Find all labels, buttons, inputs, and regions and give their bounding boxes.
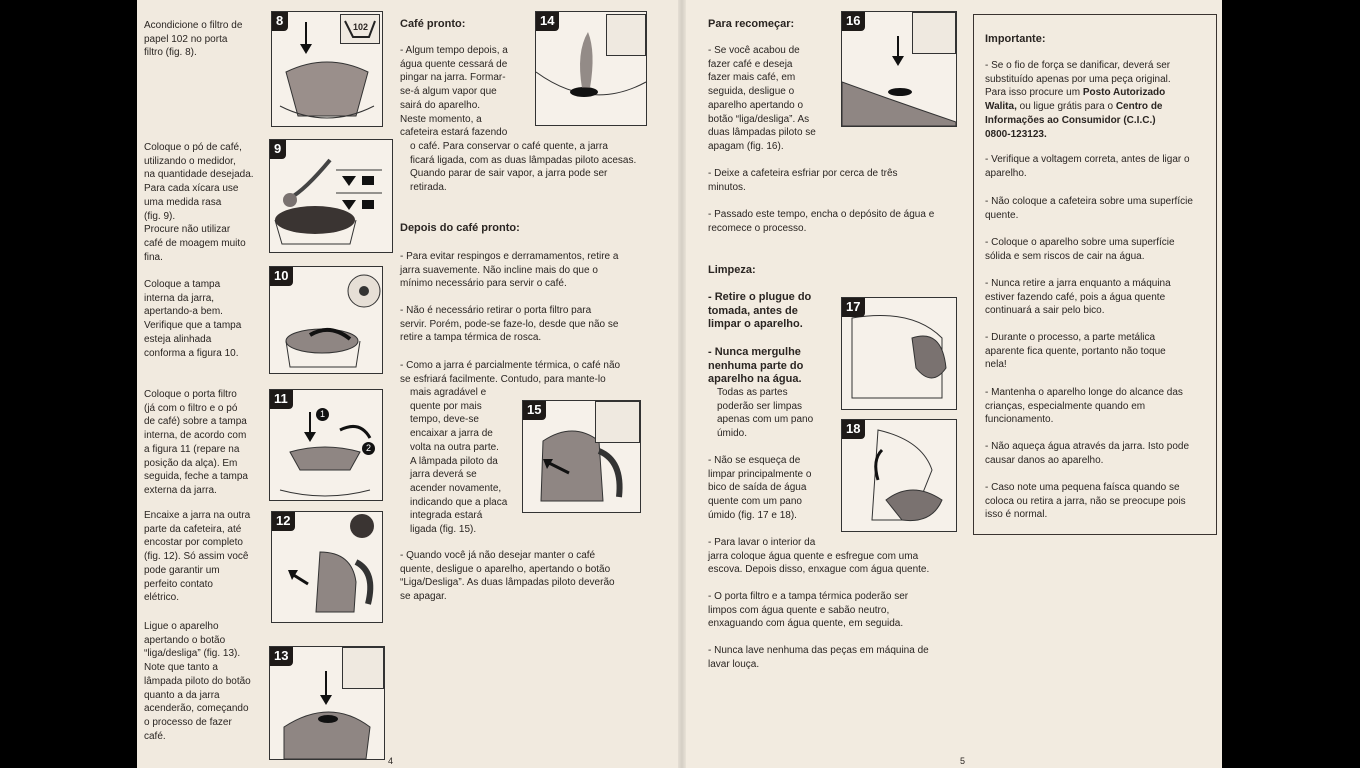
figure-15-number: 15 — [523, 401, 546, 420]
limpeza-p4 — [708, 536, 953, 577]
figure-10-number: 10 — [270, 267, 293, 286]
text-line: acenderão, começando — [144, 703, 249, 715]
text-line: - Como a jarra é parcialmente térmica, o café não — [400, 360, 621, 371]
text-line: limpos com água quente e sabão neutro, — [708, 604, 890, 616]
step-8-text — [144, 19, 264, 60]
text-line: tomada, antes de — [708, 304, 798, 317]
text-line: quente, desligue o aparelho, apertando o botão — [400, 563, 611, 575]
figure-14 — [535, 11, 647, 126]
text-line: escova. Depois disso, enxague com água quente. — [708, 564, 930, 576]
text-line: botão “liga/desliga”. As — [708, 113, 810, 125]
text-line: conforma a figura 10. — [144, 347, 239, 359]
text-line: café de moagem muito — [144, 237, 246, 249]
text-line: Encaixe a jarra na outra — [144, 510, 251, 521]
text-line: - Mantenha o aparelho longe do alcance das — [985, 387, 1183, 398]
text-line: apertando-a bem. — [144, 306, 223, 318]
importante-item — [985, 236, 1210, 263]
centro-de: Centro de — [1115, 101, 1163, 113]
figure-16-number: 16 — [842, 12, 865, 31]
text-line: - Não coloque a cafeteira sobre uma superfície — [985, 196, 1193, 207]
recomecar-heading: Para recomeçar: — [708, 18, 795, 30]
text-line: encaixar a jarra de — [410, 428, 493, 440]
text-line: aparelho. — [985, 167, 1027, 179]
text-line: - Não é necessário retirar o porta filtro para — [400, 305, 592, 316]
text-line: úmido. — [717, 428, 748, 440]
text-line: Para cada xícara use — [144, 183, 239, 195]
text-line: se esfriará facilmente. Contudo, para mante-lo — [400, 373, 606, 385]
page-number-5: 5 — [960, 756, 966, 766]
text-line: sairá do aparelho. — [400, 99, 481, 111]
figure-10 — [269, 266, 383, 374]
text-line: utilizando o medidor, — [144, 155, 236, 167]
text-line: causar danos ao aparelho. — [985, 454, 1104, 466]
figure-16 — [841, 11, 957, 127]
text-line: indicando que a placa — [410, 496, 508, 508]
text-line: fina. — [144, 251, 163, 263]
text-line: seguida, feche a tampa — [144, 471, 248, 483]
text-line: - Nunca mergulhe — [708, 346, 801, 358]
text-line: (fig. 12). Só assim você — [144, 551, 249, 563]
posto-autorizado: Posto Autorizado — [1082, 87, 1166, 99]
text-line: aparelho na água. — [708, 373, 802, 386]
figure-12-number: 12 — [272, 512, 295, 531]
figure-13-inset — [342, 647, 384, 689]
text-line: crianças, especialmente quando em — [985, 400, 1146, 412]
text-line: sólida e sem riscos de cair na água. — [985, 250, 1145, 262]
figure-15 — [522, 400, 641, 513]
figure-8-number: 8 — [272, 12, 288, 31]
text-line: - Não se esqueça de — [708, 455, 801, 466]
text-line: Acondicione o filtro de — [144, 20, 243, 31]
text-line: retirada. — [410, 182, 447, 194]
cic-name: Informações ao Consumidor (C.I.C.) — [985, 114, 1156, 126]
importante-heading: Importante: — [985, 33, 1046, 45]
text-line: limpar o aparelho. — [708, 318, 803, 331]
step-13-text — [144, 620, 269, 743]
figure-14-number: 14 — [536, 12, 559, 31]
figure-17-number: 17 — [842, 298, 865, 317]
text-line: bico de saída de água — [708, 482, 807, 494]
text-line: Verifique que a tampa — [144, 320, 242, 332]
text-line: Coloque o porta filtro — [144, 389, 237, 400]
text-line: acender novamente, — [410, 482, 502, 494]
page-fold — [678, 0, 686, 768]
text-line: fazer café e deseja — [708, 58, 793, 70]
figure-13 — [269, 646, 385, 760]
text-line: retire a tampa térmica de rosca. — [400, 332, 542, 344]
importante-item — [985, 153, 1210, 180]
figure-14-inset — [606, 14, 646, 56]
text-line: - Passado este tempo, encha o depósito de água e — [708, 209, 935, 220]
text-line: - O porta filtro e a tampa térmica poderão ser — [708, 591, 909, 602]
text-line: - Nunca lave nenhuma das peças em máquina de — [708, 645, 929, 656]
text-line: elétrico. — [144, 592, 180, 604]
text-line: quente com um pano — [708, 496, 802, 508]
text-line: quente. — [985, 209, 1019, 221]
depois-heading: Depois do café pronto: — [400, 222, 520, 234]
figure-18-number: 18 — [842, 420, 865, 439]
text-line: fazer mais café, em — [708, 72, 796, 84]
text-line: quente por mais — [410, 400, 482, 412]
text-line: minutos. — [708, 181, 746, 193]
cafe-pronto-text-wide — [410, 140, 645, 195]
text-line: duas lâmpadas piloto se — [708, 127, 816, 139]
text-line: ficará ligada, com as duas lâmpadas piloto acesas. — [410, 154, 637, 166]
importante-item — [985, 331, 1210, 372]
recomecar-p2 — [708, 167, 948, 194]
text-line: a figura 11 (repare na — [144, 443, 240, 455]
text-line: apertando o botão — [144, 634, 226, 646]
figure-9-number: 9 — [270, 140, 286, 159]
text-line: recomece o processo. — [708, 222, 807, 234]
text-line: “liga/desliga” (fig. 13). — [144, 648, 241, 660]
figure-16-inset — [912, 12, 956, 54]
recomecar-p3 — [708, 208, 948, 235]
figure-11-number: 11 — [270, 390, 293, 409]
text-line: nela! — [985, 359, 1007, 371]
text-line: (já com o filtro e o pó — [144, 402, 238, 414]
text-line: se-á algum vapor que — [400, 86, 497, 98]
importante-item-1-mid: ou ligue grátis para o — [1016, 101, 1116, 113]
text-line: água quente cessará de — [400, 58, 508, 70]
figure-12 — [271, 511, 383, 623]
cafe-pronto-text-narrow — [400, 44, 530, 140]
text-line: posição da alça). Em — [144, 457, 238, 469]
text-line: volta na outra parte. — [410, 441, 499, 453]
depois-p3-narrow — [410, 386, 520, 537]
step-12-text — [144, 509, 269, 605]
importante-item-1 — [985, 59, 1210, 141]
text-line: - Algum tempo depois, a — [400, 45, 508, 56]
figure-11-marker-1: 1 — [316, 408, 329, 421]
text-line: Note que tanto a — [144, 662, 218, 674]
depois-p3-wide — [400, 359, 645, 386]
text-line: se apagar. — [400, 591, 447, 603]
text-line: - Se o fio de força se danificar, deverá ser — [985, 60, 1171, 71]
step-11-text — [144, 388, 269, 498]
text-line: ligada (fig. 15). — [410, 524, 477, 536]
text-line: - Coloque o aparelho sobre uma superfície — [985, 237, 1175, 248]
importante-item — [985, 277, 1210, 318]
text-line: pingar na jarra. Formar- — [400, 72, 506, 84]
text-line: nenhuma parte do — [708, 359, 804, 372]
text-line: úmido (fig. 17 e 18). — [708, 509, 797, 521]
text-line: mínimo necessário para servir o café. — [400, 278, 567, 290]
text-line: de café) sobre a tampa — [144, 416, 247, 428]
figure-18 — [841, 419, 957, 532]
text-line: o café. Para conservar o café quente, a jarra — [410, 141, 608, 152]
text-line: Quando parar de sair vapor, a jarra pode ser — [410, 168, 608, 180]
text-line: o processo de fazer — [144, 716, 232, 728]
text-line: tempo, deve-se — [410, 414, 479, 426]
text-line: estiver fazendo café, pois a água quente — [985, 291, 1166, 303]
text-line: - Não aqueça água através da jarra. Isto pode — [985, 441, 1190, 452]
text-line: - Para evitar respingos e derramamentos, retire a — [400, 251, 619, 262]
text-line: cafeteira estará fazendo — [400, 127, 508, 139]
text-line: lavar louça. — [708, 658, 760, 670]
recomecar-p1 — [708, 44, 838, 154]
depois-p2 — [400, 304, 645, 345]
text-line: - Nunca retire a jarra enquanto a máquina — [985, 278, 1171, 289]
text-line: - Se você acabou de — [708, 45, 800, 56]
filter-size-label: 102 — [353, 22, 369, 32]
limpeza-p6 — [708, 644, 953, 671]
text-line: continuará a sair pelo bico. — [985, 305, 1105, 317]
cafe-pronto-heading: Café pronto: — [400, 18, 466, 30]
text-line: interna, de acordo com — [144, 430, 247, 442]
text-line: aparente fica quente, portanto não toque — [985, 345, 1166, 357]
text-line: poderão ser limpas — [717, 400, 803, 412]
step-9-text — [144, 141, 269, 264]
limpeza-p5 — [708, 590, 953, 631]
cic-phone: 0800-123123. — [985, 128, 1047, 140]
figure-11 — [269, 389, 383, 501]
text-line: funcionamento. — [985, 414, 1054, 426]
text-line: - Quando você já não desejar manter o café — [400, 550, 596, 561]
limpeza-b2 — [708, 346, 838, 387]
text-line: apenas com um pano — [717, 414, 814, 426]
text-line: perfeito contato — [144, 578, 213, 590]
text-line: Procure não utilizar — [144, 224, 231, 236]
text-line: - Deixe a cafeteira esfriar por cerca de três — [708, 168, 898, 179]
figure-15-inset — [595, 401, 640, 443]
figure-13-number: 13 — [270, 647, 293, 666]
text-line: filtro (fig. 8). — [144, 47, 197, 59]
text-line: seguida, desligue o — [708, 86, 795, 98]
text-line: quanto a da jarra — [144, 689, 220, 701]
importante-item — [985, 386, 1210, 427]
text-line: Coloque o pó de café, — [144, 142, 242, 153]
text-line: mais agradável e — [410, 387, 487, 398]
text-line: limpar principalmente o — [708, 468, 812, 480]
text-line: servir. Porém, pode-se faze-lo, desde que não se — [400, 318, 619, 330]
text-line: pode garantir um — [144, 564, 220, 576]
importante-item — [985, 195, 1210, 222]
text-line: lâmpada piloto do botão — [144, 675, 251, 687]
importante-item — [985, 440, 1210, 467]
text-line: jarra coloque água quente e esfregue com uma — [708, 550, 919, 562]
text-line: Neste momento, a — [400, 113, 482, 125]
text-line: jarra deverá se — [410, 469, 477, 481]
text-line: integrada estará — [410, 510, 483, 522]
text-line: coloca ou retira a jarra, não se preocupe pois — [985, 495, 1186, 507]
text-line: (fig. 9). — [144, 210, 176, 222]
text-line: externa da jarra. — [144, 484, 217, 496]
text-line: Ligue o aparelho — [144, 621, 219, 632]
text-line: Todas as partes — [717, 387, 788, 398]
text-line: esteja alinhada — [144, 333, 212, 345]
text-line: interna da jarra, — [144, 292, 215, 304]
text-line: café. — [144, 730, 166, 742]
step-10-text — [144, 278, 269, 360]
text-line: - Durante o processo, a parte metálica — [985, 332, 1156, 343]
text-line: - Retire o plugue do — [708, 291, 812, 303]
text-line: - Verifique a voltagem correta, antes de ligar o — [985, 154, 1190, 165]
depois-p1 — [400, 250, 645, 291]
limpeza-b1 — [708, 291, 838, 332]
depois-p4 — [400, 549, 645, 604]
text-line: substituído apenas por uma peça original. — [985, 73, 1171, 85]
page-number-4: 4 — [388, 756, 394, 766]
text-line: enxaguando com água quente, em seguida. — [708, 618, 904, 630]
text-line: na quantidade desejada. — [144, 169, 254, 181]
text-line: encostar por completo — [144, 537, 243, 549]
text-line: - Caso note uma pequena faísca quando se — [985, 482, 1180, 493]
text-line: jarra suavemente. Não incline mais do que o — [400, 264, 598, 276]
figure-9 — [269, 139, 393, 253]
text-line: isso é normal. — [985, 509, 1048, 521]
text-line: “Liga/Desliga”. As duas lâmpadas piloto deverão — [400, 577, 615, 589]
limpeza-n2 — [717, 386, 837, 441]
figure-11-marker-2: 2 — [362, 442, 375, 455]
text-line: papel 102 no porta — [144, 33, 228, 45]
text-line: Coloque a tampa — [144, 279, 221, 290]
filter-102-inset — [340, 14, 380, 44]
walita: Walita, — [985, 101, 1017, 113]
limpeza-p3 — [708, 454, 838, 523]
text-line: apagam (fig. 16). — [708, 140, 784, 152]
importante-item — [985, 481, 1210, 522]
figure-17 — [841, 297, 957, 410]
text-line: aparelho apertando o — [708, 99, 804, 111]
text-line: uma medida rasa — [144, 196, 222, 208]
text-line: Para isso procure um — [985, 87, 1083, 99]
text-line: A lâmpada piloto da — [410, 455, 498, 467]
text-line: - Para lavar o interior da — [708, 537, 816, 548]
limpeza-heading: Limpeza: — [708, 264, 756, 276]
figure-8 — [271, 11, 383, 127]
text-line: parte da cafeteira, até — [144, 523, 242, 535]
